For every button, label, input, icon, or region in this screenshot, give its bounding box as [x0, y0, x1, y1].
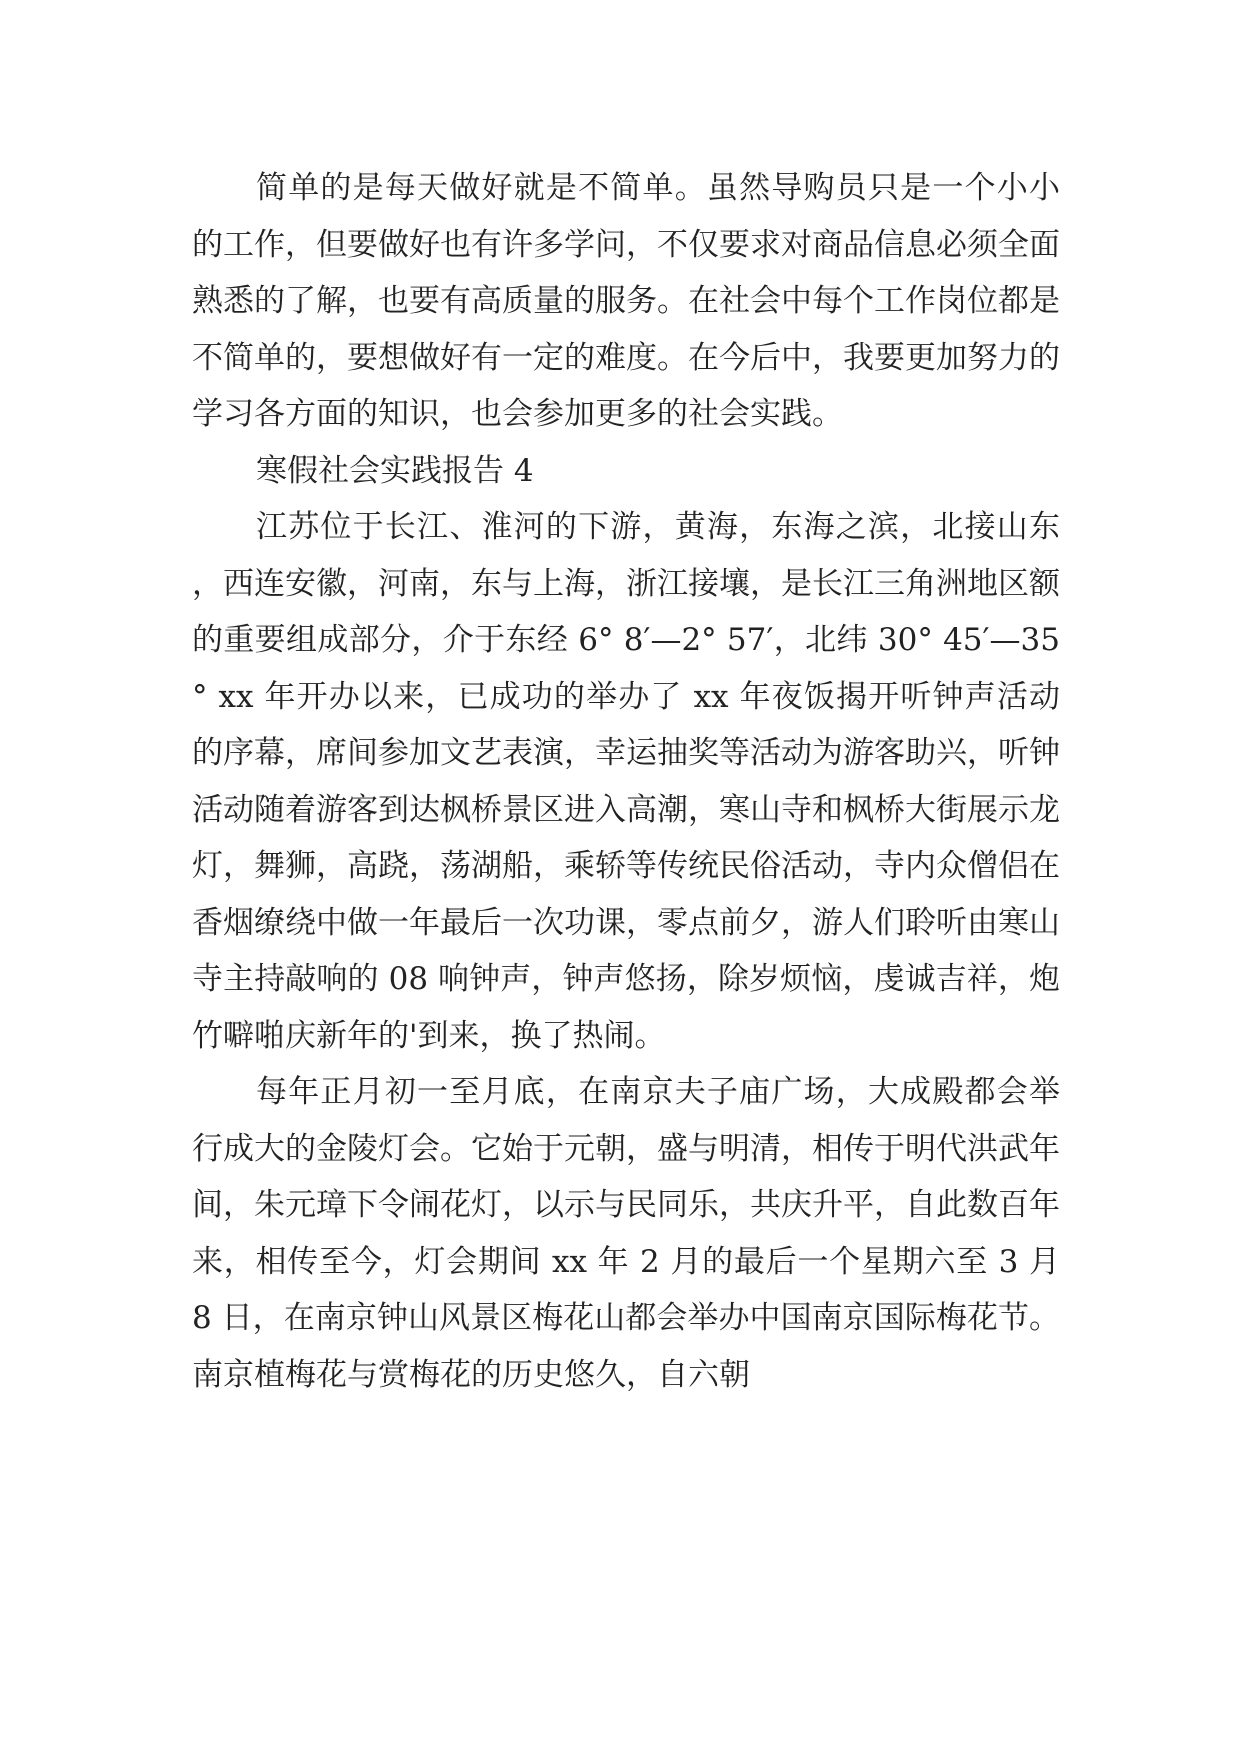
paragraph-3: 每年正月初一至月底，在南京夫子庙广场，大成殿都会举行成大的金陵灯会。它始于元朝，盛与明清，相传于明代洪武年间，朱元璋下令闹花灯，以示与民同乐，共庆升平，自此数百年来，相传至今，灯会期间 xx 年 2 月的最后一个星期六至 3 月 8 日，在南京钟山风景区梅花山都会举办中国南京国际梅花节。南京植梅花与赏梅花的历史悠久，自六朝 [192, 1074, 1060, 1393]
document-body [192, 160, 1060, 1403]
paragraph-1: 简单的是每天做好就是不简单。虽然导购员只是一个小小的工作，但要做好也有许多学问，不仅要求对商品信息必须全面熟悉的了解，也要有高质量的服务。在社会中每个工作岗位都是不简单的，要想做好有一定的难度。在今后中，我要更加努力的学习各方面的知识，也会参加更多的社会实践。 [192, 170, 1060, 432]
section-heading: 寒假社会实践报告 4 [256, 452, 534, 489]
paragraph-2: 江苏位于长江、淮河的下游，黄海，东海之滨，北接山东，西连安徽，河南，东与上海，浙江接壤，是长江三角洲地区额的重要组成部分，介于东经 6° 8′—2° 57′，北纬 30° 45′—35° xx 年开办以来，已成功的举办了 xx 年夜饭揭开听钟声活动的序幕，席间参加文艺表演，幸运抽奖等活动为游客助兴，听钟活动随着游客到达枫桥景区进入高潮，寒山寺和枫桥大街展示龙灯，舞狮，高跷，荡湖船，乘轿等传统民俗活动，寺内众僧侣在香烟缭绕中做一年最后一次功课，零点前夕，游人们聆听由寒山寺主持敲响的 08 响钟声，钟声悠扬，除岁烦恼，虔诚吉祥，炮竹噼啪庆新年的'到来，换了热闹。 [192, 509, 1060, 1054]
